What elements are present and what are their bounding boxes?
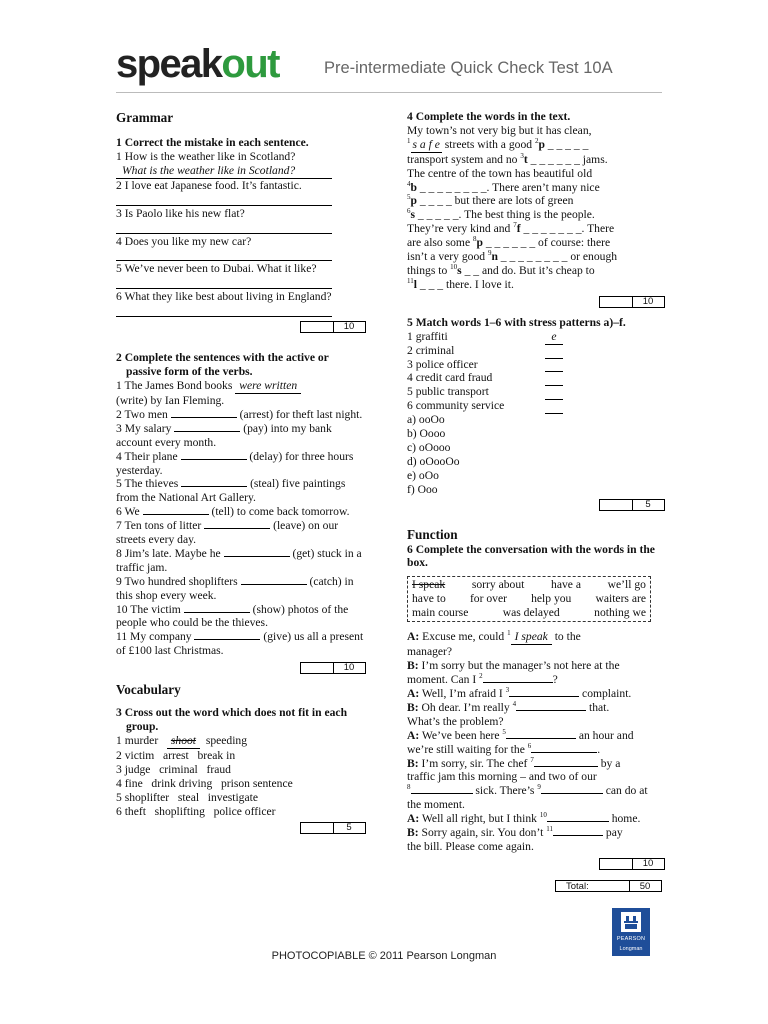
q2-item-1-verb: (write) by Ian Fleming.	[116, 393, 225, 407]
logo-text-out: out	[221, 42, 279, 86]
word-box-row-3	[412, 606, 646, 620]
q1-answer-line-3[interactable]	[116, 221, 332, 234]
word-box-item[interactable]: have to	[412, 592, 446, 606]
q2-item-5	[116, 477, 366, 505]
vocabulary-title: Vocabulary	[116, 682, 181, 698]
right-column	[407, 110, 665, 870]
q2-answer-blank[interactable]	[181, 477, 247, 487]
q1-example-answer: What is the weather like in Scotland?	[116, 164, 332, 179]
q2-score: 10	[343, 662, 355, 674]
q5-pattern-b: b) Oooo	[407, 427, 446, 441]
q5-pattern-c: c) oOooo	[407, 440, 451, 454]
q2-item-verb: (give) us all a present of £100 last Christmas.	[116, 630, 364, 658]
q3-example-crossed: shoot	[167, 734, 200, 749]
q5-score-box[interactable]	[599, 499, 665, 511]
longman-name: Longman	[619, 946, 643, 952]
word-box-row-1	[412, 578, 646, 592]
q2-item-9	[116, 575, 366, 603]
total-score-box[interactable]	[555, 880, 662, 892]
q2-item-7	[116, 519, 366, 547]
question-2	[116, 351, 366, 674]
q2-item-verb: (delay) for three hours yesterday.	[116, 449, 354, 477]
q1-example-answer-row	[116, 164, 366, 179]
function-title: Function	[407, 526, 458, 542]
q5-patterns	[407, 413, 665, 496]
q1-answer-line-6[interactable]	[116, 304, 332, 317]
q1-item-5: 5 We’ve never been to Dubai. What it like?	[116, 262, 317, 276]
q2-answer-blank[interactable]	[181, 450, 247, 460]
q6-heading: 6 Complete the conversation with the words in the box.	[407, 542, 655, 570]
q3-item-1-word-a: 1 murder	[116, 734, 159, 747]
word-box-item[interactable]: I speak	[412, 578, 446, 592]
q6-conversation: A: Excuse me, could $^1$ I speak to the manager? B: I’m sorry but the manager’s not here at the moment. Can I $^2$ ? A: Well, I’m afraid I $^3$ complaint. B: Oh dear. I’m really $^4$ that. What’s the problem? A: We’ve been here $^5$ an hour and we’re still waiting for the $^6$ . B: I’m sorry, sir. The chef $^7$ by a traffic jam this morning – and two of our $^8$ sick. There’s $^9$ can do at the moment. A: Well all right, but I think $^{10}$ home. B: Sorry again, sir. You don’t $^{11}$ pay the bill. Please come again.	[407, 629, 648, 853]
q2-heading: 2 Complete the sentences with the active or passive form of the verbs.	[116, 351, 329, 379]
q3-item-5[interactable]: 5 shoplifter steal investigate	[116, 790, 258, 804]
q3-item-3[interactable]: 3 judge criminal fraud	[116, 762, 231, 776]
q2-item-verb: (steal) five paintings from the National Art Gallery.	[116, 477, 346, 505]
q6-example-answer: I speak	[511, 630, 552, 645]
question-1	[116, 136, 366, 333]
q5-word-3	[407, 358, 665, 372]
q4-score-box[interactable]	[599, 296, 665, 308]
q2-item-text: 9 Two hundred shoplifters	[116, 574, 238, 588]
q5-pattern-d: d) oOooOo	[407, 454, 460, 468]
q2-item-verb: (pay) into my bank account every month.	[116, 421, 332, 449]
q1-item-2: 2 I love eat Japanese food. It’s fantastic.	[116, 178, 302, 192]
q2-item-text: 7 Ten tons of litter	[116, 519, 202, 533]
pearson-mark-icon	[621, 912, 641, 932]
q2-item-verb: (leave) on our streets every day.	[116, 519, 339, 547]
q5-pattern-a: a) ooOo	[407, 413, 445, 427]
q1-answer-line-2[interactable]	[116, 193, 332, 206]
q2-answer-blank[interactable]	[194, 630, 260, 640]
q2-item-text: 4 Their plane	[116, 449, 178, 463]
q6-score-box[interactable]	[599, 858, 665, 870]
q5-heading: 5 Match words 1–6 with stress patterns a)–f.	[407, 315, 626, 329]
total-label: Total:	[566, 881, 589, 892]
q2-item-text: 2 Two men	[116, 407, 168, 421]
q1-score-box[interactable]	[300, 321, 366, 333]
q5-word-6	[407, 399, 665, 413]
q2-item-10	[116, 603, 366, 631]
q5-answer-blank[interactable]	[545, 344, 563, 359]
question-3	[116, 706, 366, 834]
q2-answer-blank[interactable]	[224, 547, 290, 557]
q5-example-answer[interactable]: e	[545, 330, 563, 345]
word-box-item[interactable]: nothing we	[594, 606, 646, 620]
q2-answer-blank[interactable]	[174, 422, 240, 432]
q5-pattern-f: f) Ooo	[407, 482, 438, 496]
q3-item-1	[116, 734, 366, 749]
q3-item-6[interactable]: 6 theft shoplifting police officer	[116, 804, 276, 818]
q2-example-answer: were written	[235, 379, 301, 394]
q5-word-text: 3 police officer	[407, 357, 478, 371]
q5-word-2	[407, 344, 665, 358]
q5-pattern-e: e) oOo	[407, 468, 439, 482]
speakout-logo	[116, 42, 279, 86]
q2-answer-blank[interactable]	[241, 575, 307, 585]
q2-item-6	[116, 505, 366, 519]
q5-words	[407, 330, 665, 413]
q4-text: My town’s not very big but it has clean, $^1$ s a f e streets with a good $^2$p _ _ _ _ _ transport system and no $^3$t _ _ _ _ _ _ jams. The centre of the town has beautiful old $^4$b _ _ _ _ _ _ _ _. There aren’t many nice $^5$p _ _ _ _ but there are lots of green $^6$s _ _ _ _ _. The best thing is the people. They’re very kind and $^7$f _ _ _ _ _ _ _. There are also some $^8$p _ _ _ _ _ _ of course: there isn’t a very good $^9$n _ _ _ _ _ _ _ _ or enough things to $^{10}$s _ _ and do. But it’s cheap to $^{11}$l _ _ _ there. I love it.	[407, 123, 618, 291]
q3-heading: 3 Cross out the word which does not fit in each group.	[116, 706, 348, 734]
q2-item-text: 11 My company	[116, 630, 192, 644]
q1-item-4: 4 Does you like my new car?	[116, 234, 252, 248]
q2-item-text: 5 The thieves	[116, 477, 179, 491]
word-box-item[interactable]: was delayed	[502, 606, 560, 620]
question-5	[407, 316, 665, 511]
word-box-item[interactable]: waiters are	[595, 592, 646, 606]
q1-answer-line-5[interactable]	[116, 276, 332, 289]
test-title: Pre-intermediate Quick Check Test 10A	[324, 59, 613, 77]
q2-item-text: 8 Jim’s late. Maybe he	[116, 546, 221, 560]
word-box-item[interactable]: for over	[469, 592, 507, 606]
q1-score: 10	[343, 321, 355, 333]
q2-item-verb: (get) stuck in a traffic jam.	[116, 546, 362, 574]
q1-item-6: 6 What they like best about living in England?	[116, 290, 332, 304]
grammar-title: Grammar	[116, 110, 174, 125]
q5-answer-blank[interactable]	[545, 399, 563, 414]
q2-item-verb: (arrest) for theft last night.	[239, 407, 363, 421]
word-box-item[interactable]: main course	[412, 606, 469, 620]
q5-word-text: 5 public transport	[407, 385, 489, 399]
left-column	[116, 110, 366, 834]
q5-word-text: 6 community service	[407, 399, 505, 413]
word-box-item[interactable]: sorry about	[471, 578, 525, 592]
q5-answer-blank[interactable]	[545, 371, 563, 386]
pearson-name: PEARSON	[616, 936, 646, 942]
q2-item-3	[116, 422, 366, 450]
q1-item-1: 1 How is the weather like in Scotland?	[116, 149, 296, 163]
q2-item-text: 10 The victim	[116, 602, 181, 616]
q2-item-verb: (catch) in this shop every week.	[116, 574, 354, 602]
word-box-item[interactable]: have a	[551, 578, 581, 592]
q2-score-box[interactable]	[300, 662, 366, 674]
q2-item-2	[116, 408, 366, 422]
q2-answer-blank[interactable]	[171, 408, 237, 418]
q5-answer-blank[interactable]	[545, 385, 563, 400]
q6-word-box	[407, 576, 651, 622]
q2-item-11	[116, 630, 366, 658]
q3-item-1-word-c: speeding	[205, 734, 248, 747]
q3-item-4[interactable]: 4 fine drink driving prison sentence	[116, 776, 293, 790]
q2-item-verb: (show) photos of the people who could be the thieves.	[116, 602, 349, 630]
q5-score: 5	[645, 498, 651, 510]
q2-item-1	[116, 379, 366, 408]
q5-word-text: 4 credit card fraud	[407, 371, 493, 385]
q5-answer-blank[interactable]	[545, 358, 563, 373]
word-box-item[interactable]: we’ll go	[607, 578, 646, 592]
q5-word-4	[407, 371, 665, 385]
q1-answer-line-4[interactable]	[116, 248, 332, 261]
footer-copyright: PHOTOCOPIABLE © 2011 Pearson Longman	[271, 950, 497, 962]
q2-item-text: 3 My salary	[116, 421, 172, 435]
question-4	[407, 110, 665, 308]
q4-score: 10	[642, 295, 654, 307]
q2-items	[116, 408, 366, 658]
logo-text-speak: speak	[116, 42, 222, 86]
q5-word-text: 1 graffiti	[407, 329, 448, 343]
q5-word-text: 2 criminal	[407, 343, 455, 357]
q1-heading: 1 Correct the mistake in each sentence.	[116, 136, 309, 149]
word-box-item[interactable]: help you	[531, 592, 572, 606]
q2-answer-blank[interactable]	[184, 603, 250, 613]
q5-word-1	[407, 330, 665, 344]
q2-item-8	[116, 547, 366, 575]
question-6	[407, 543, 665, 870]
word-box-row-2	[412, 592, 646, 606]
q2-answer-blank[interactable]	[204, 519, 270, 529]
q2-item-text: 6 We	[116, 505, 140, 519]
total-value: 50	[639, 881, 651, 892]
q2-item-4	[116, 450, 366, 478]
q3-score: 5	[346, 822, 352, 834]
q5-word-5	[407, 385, 665, 399]
q4-heading: 4 Complete the words in the text.	[407, 110, 571, 123]
q3-item-2[interactable]: 2 victim arrest break in	[116, 748, 236, 762]
q3-score-box[interactable]	[300, 822, 366, 834]
pearson-longman-logo	[612, 908, 650, 956]
header-divider	[116, 92, 662, 93]
q2-item-verb: (tell) to come back tomorrow.	[211, 505, 350, 519]
q6-score: 10	[642, 857, 654, 869]
q1-item-3: 3 Is Paolo like his new flat?	[116, 206, 245, 220]
q2-answer-blank[interactable]	[143, 505, 209, 515]
q2-item-1-text: 1 The James Bond books	[116, 379, 233, 393]
